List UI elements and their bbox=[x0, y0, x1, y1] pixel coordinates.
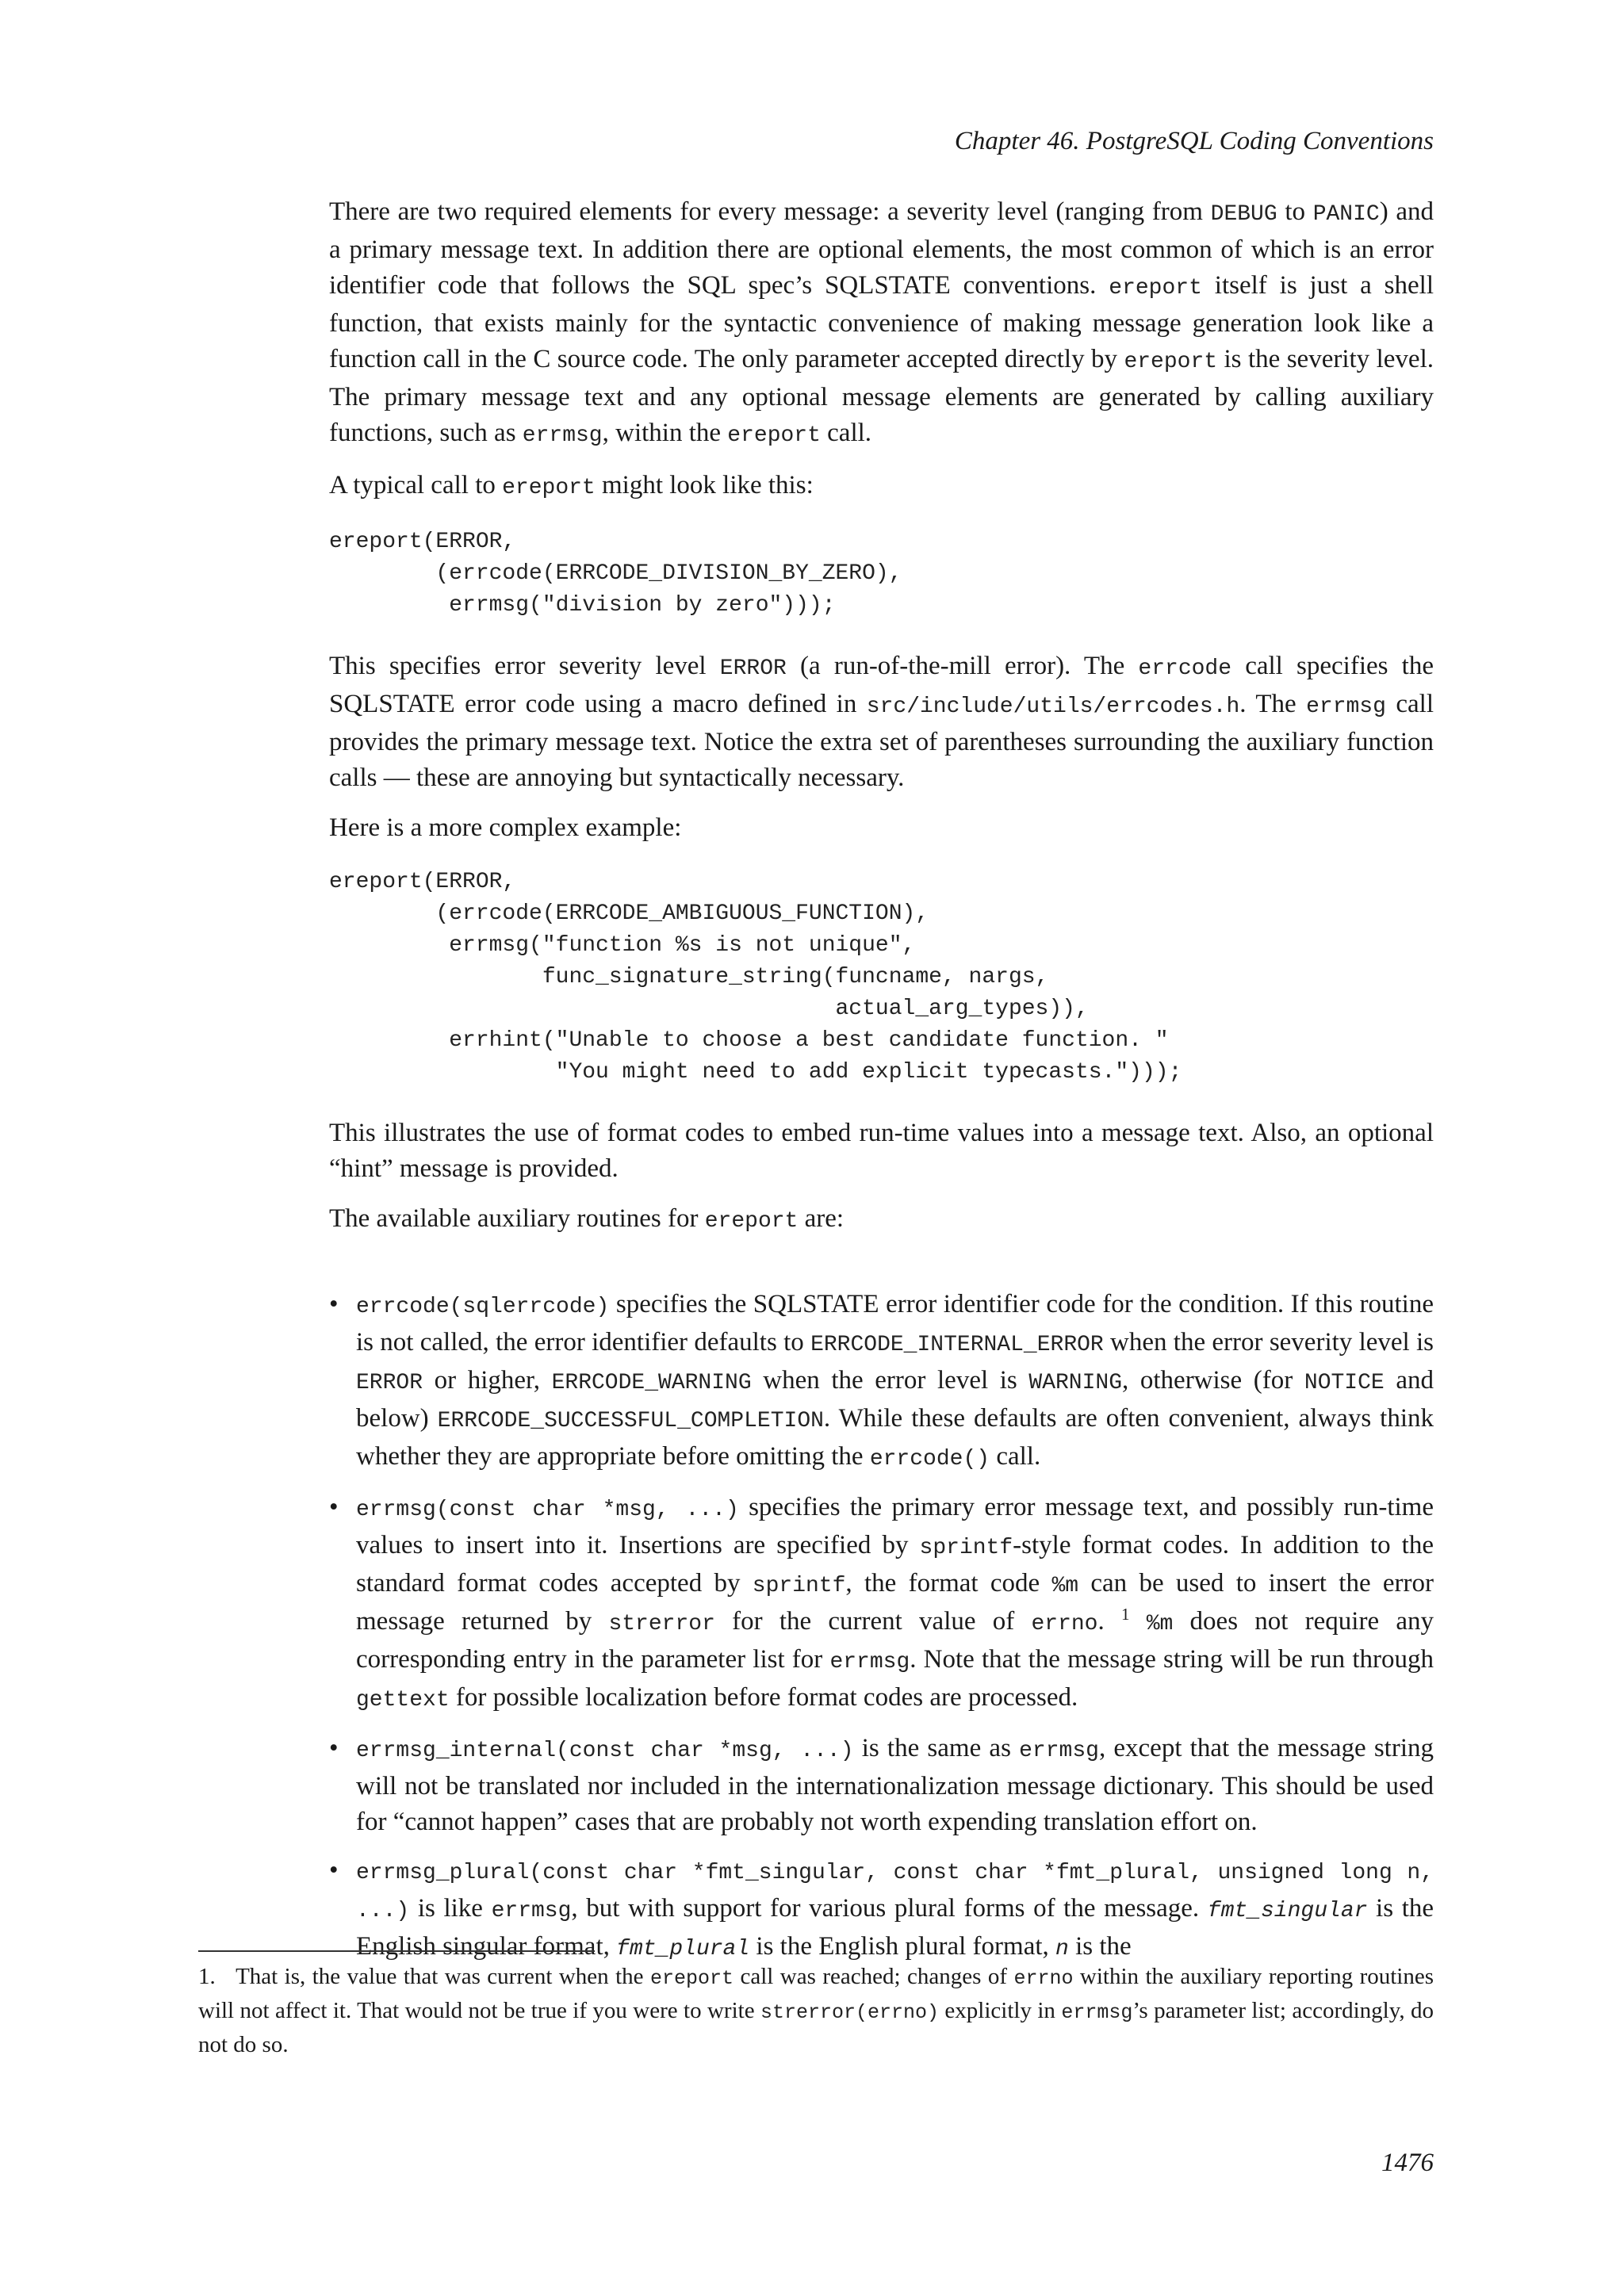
code-example-complex: ereport(ERROR, (errcode(ERRCODE_AMBIGUOUS_FUNCTION), errmsg("function %s is not unique", func_signature_string(funcname, nargs, actual_arg_types)), errhint("Unable to choose a best candidate function. " "You might need to add explicit typecasts."))); bbox=[329, 870, 1182, 1085]
code: ERROR bbox=[356, 1371, 423, 1395]
code-errmsg: errmsg bbox=[522, 423, 603, 448]
bullet-icon: • bbox=[329, 1493, 339, 1521]
text: The available auxiliary routines for bbox=[329, 1204, 705, 1233]
text: call. bbox=[820, 419, 872, 447]
text: when the error severity level is bbox=[1103, 1328, 1434, 1357]
text: within the auxiliary reporting routines will not affect it. That would not be true if you were to write bbox=[198, 1964, 1434, 2023]
text: is the same as bbox=[853, 1734, 1020, 1762]
code: n bbox=[1055, 1937, 1069, 1961]
code-ereport: ereport bbox=[502, 476, 596, 500]
text: explicitly in bbox=[939, 1998, 1062, 2023]
code: %m bbox=[1146, 1612, 1174, 1636]
running-header: Chapter 46. PostgreSQL Coding Conventions bbox=[954, 127, 1434, 155]
text: There are two required elements for every message: a severity level (ranging from bbox=[329, 197, 1211, 226]
code: errno bbox=[1031, 1612, 1098, 1636]
code-error: ERROR bbox=[719, 656, 787, 681]
text: call provides the primary message text. Notice the extra set of parentheses surrounding the auxiliary function calls — these are annoying but syntactically necessary. bbox=[329, 690, 1434, 792]
text: . The bbox=[1239, 690, 1307, 718]
bullet-icon: • bbox=[329, 1856, 339, 1885]
text: ) and a primary message text. In addition there are optional elements, the most common of which is an error identifier code that follows the SQL spec’s SQLSTATE conventions. bbox=[329, 197, 1434, 300]
paragraph-severity-explanation bbox=[329, 649, 1434, 796]
text: . While these defaults are often convenient, always think whether they are appropriate before omitting the bbox=[356, 1404, 1434, 1471]
footnote-divider bbox=[198, 1950, 595, 1952]
code: errcode(sqlerrcode) bbox=[356, 1295, 610, 1319]
paragraph-message-elements bbox=[329, 194, 1434, 453]
code: errmsg bbox=[491, 1899, 572, 1923]
code: gettext bbox=[356, 1688, 450, 1712]
code-errcode: errcode bbox=[1138, 656, 1232, 681]
text: are: bbox=[798, 1204, 845, 1233]
text: can be used to insert the error message returned by bbox=[356, 1569, 1434, 1636]
text: for possible localization before format codes are processed. bbox=[449, 1683, 1078, 1712]
text: when the error level is bbox=[751, 1366, 1029, 1395]
code: strerror(errno) bbox=[760, 2001, 940, 2024]
aux-routine-list bbox=[329, 1287, 1434, 1967]
text: or higher, bbox=[423, 1366, 552, 1395]
text: for the current value of bbox=[714, 1607, 1032, 1636]
paragraph-aux-routines bbox=[329, 1201, 1434, 1239]
text: , within the bbox=[602, 419, 728, 447]
code-example-simple: ereport(ERROR, (errcode(ERRCODE_DIVISION_BY_ZERO), errmsg("division by zero"))); bbox=[329, 530, 902, 618]
paragraph-format-codes bbox=[329, 1115, 1434, 1187]
code: %m bbox=[1051, 1574, 1079, 1598]
text: and below) bbox=[356, 1366, 1434, 1433]
list-item-errcode bbox=[329, 1287, 1434, 1477]
text: is the English singular format, bbox=[356, 1894, 1434, 1961]
text: . bbox=[1097, 1607, 1121, 1636]
code: errno bbox=[1013, 1967, 1074, 1990]
text: is the severity level. The primary message text and any optional message elements are generated by calling auxiliary functions, such as bbox=[329, 345, 1434, 447]
list-item-errmsg bbox=[329, 1490, 1434, 1718]
text: ’s parameter list; accordingly, do not do so. bbox=[198, 1998, 1434, 2057]
text: does not require any corresponding entry in the parameter list for bbox=[356, 1607, 1434, 1674]
text: That is, the value that was current when the bbox=[236, 1964, 651, 1989]
code: errmsg(const char *msg, ...) bbox=[356, 1498, 739, 1522]
text: call specifies the SQLSTATE error code using a macro defined in bbox=[329, 652, 1434, 718]
text: This illustrates the use of format codes to embed run-time values into a message text. Also, an optional “hint” message is provided. bbox=[329, 1119, 1434, 1183]
text: specifies the SQLSTATE error identifier code for the condition. If this routine is not called, the error identifier defaults to bbox=[356, 1290, 1434, 1357]
bullet-icon: • bbox=[329, 1290, 339, 1318]
text: is like bbox=[409, 1894, 492, 1923]
page-body bbox=[329, 194, 1434, 1980]
code: ereport bbox=[650, 1967, 734, 1990]
text: This specifies error severity level bbox=[329, 652, 720, 680]
code: ERRCODE_INTERNAL_ERROR bbox=[810, 1333, 1104, 1357]
code: NOTICE bbox=[1304, 1371, 1385, 1395]
code: errcode() bbox=[869, 1447, 990, 1471]
code: errmsg_plural(const char *fmt_singular, const char *fmt_plural, unsigned long n, ...) bbox=[356, 1861, 1434, 1923]
text: -style format codes. In addition to the standard format codes accepted by bbox=[356, 1531, 1434, 1598]
text: call was reached; changes of bbox=[733, 1964, 1014, 1989]
bullet-icon: • bbox=[329, 1734, 339, 1762]
code: errmsg bbox=[1019, 1739, 1099, 1763]
text: Here is a more complex example: bbox=[329, 813, 682, 842]
text: specifies the primary error message text, and possibly run-time values to insert into it. Insertions are specified by bbox=[356, 1493, 1434, 1559]
code-ereport: ereport bbox=[727, 423, 821, 448]
text: is the English plural format, bbox=[749, 1932, 1056, 1961]
code: sprintf bbox=[752, 1574, 846, 1598]
text: might look like this: bbox=[595, 471, 814, 499]
code-debug: DEBUG bbox=[1210, 202, 1277, 227]
text: (a run-of-the-mill error). The bbox=[786, 652, 1139, 680]
page-number: 1476 bbox=[1381, 2149, 1434, 2177]
code: errmsg_internal(const char *msg, ...) bbox=[356, 1739, 854, 1763]
code-errmsg: errmsg bbox=[1306, 695, 1386, 719]
code-errcodes-path: src/include/utils/errcodes.h bbox=[866, 695, 1240, 719]
footnote-number: 1. bbox=[198, 1964, 216, 1989]
text: , except that the message string will not be translated nor included in the internationalization message dictionary. This should be used for “cannot happen” cases that are probably not worth expending translation effort on. bbox=[356, 1734, 1434, 1836]
code: ERRCODE_WARNING bbox=[551, 1371, 752, 1395]
text: , the format code bbox=[845, 1569, 1052, 1598]
footnote-reference[interactable]: 1 bbox=[1120, 1605, 1130, 1624]
text: to bbox=[1277, 197, 1313, 226]
code: strerror bbox=[608, 1612, 715, 1636]
text: A typical call to bbox=[329, 471, 503, 499]
footnote-1 bbox=[198, 1961, 1434, 2061]
code: errmsg bbox=[1061, 2001, 1133, 2024]
code: sprintf bbox=[919, 1536, 1013, 1560]
text: call. bbox=[990, 1442, 1041, 1471]
code-panic: PANIC bbox=[1312, 202, 1380, 227]
code-ereport: ereport bbox=[1124, 350, 1218, 374]
text: itself is just a shell function, that exists mainly for the syntactic convenience of making message generation look like a function call in the C source code. The only parameter accepted directly by bbox=[329, 271, 1434, 373]
text: , but with support for various plural forms of the message. bbox=[571, 1894, 1208, 1923]
code: fmt_singular bbox=[1207, 1899, 1368, 1923]
code: WARNING bbox=[1028, 1371, 1123, 1395]
code-ereport: ereport bbox=[704, 1209, 799, 1234]
code: fmt_plural bbox=[616, 1937, 750, 1961]
text: . Note that the message string will be run through bbox=[910, 1645, 1434, 1674]
paragraph-typical-call bbox=[329, 468, 1434, 506]
code-ereport: ereport bbox=[1109, 276, 1202, 300]
code: errmsg bbox=[829, 1650, 910, 1674]
text: is the bbox=[1068, 1932, 1132, 1961]
paragraph-complex-example bbox=[329, 810, 1434, 846]
code: ERRCODE_SUCCESSFUL_COMPLETION bbox=[437, 1409, 824, 1433]
list-item-errmsg-internal bbox=[329, 1731, 1434, 1840]
text: , otherwise (for bbox=[1122, 1366, 1304, 1395]
